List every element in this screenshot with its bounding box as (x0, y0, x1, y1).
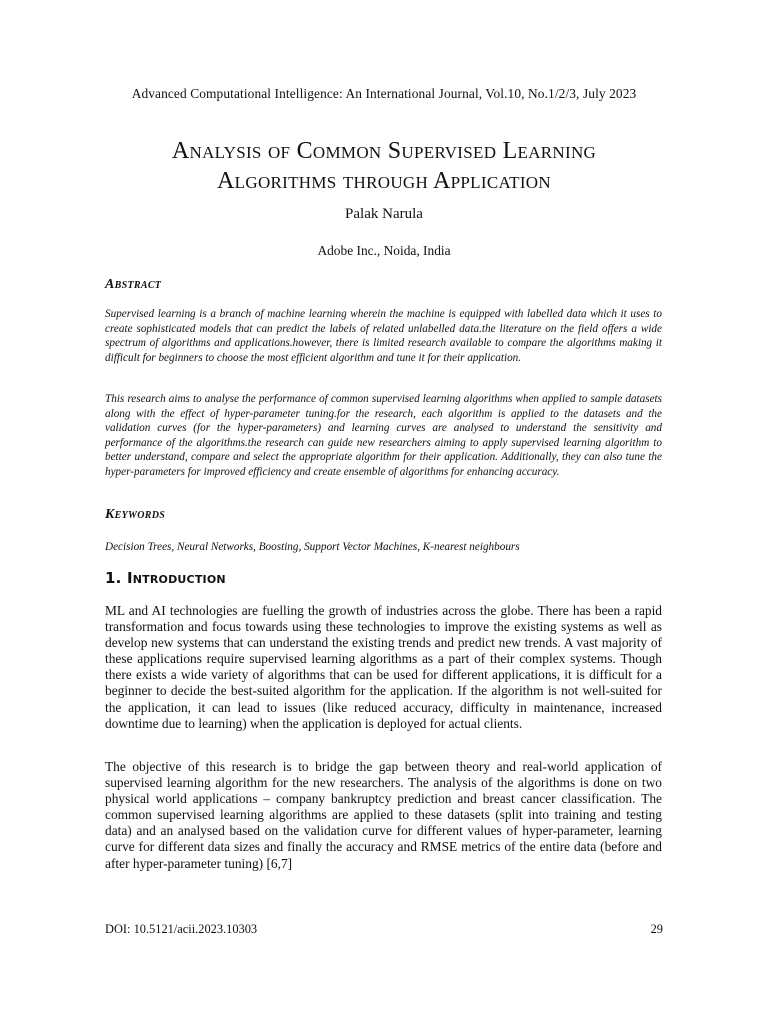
author-affiliation: Adobe Inc., Noida, India (317, 243, 451, 258)
introduction-heading (105, 569, 226, 587)
journal-header: Advanced Computational Intelligence: An International Journal, Vol.10, No.1/2/3, July 2023 (131, 86, 637, 101)
doi-footer: DOI: 10.5121/acii.2023.10303 (105, 922, 258, 936)
author-name: Palak Narula (345, 206, 423, 222)
title-line-1: Analysis of Common Supervised Learning (171, 138, 597, 164)
section-title: Introduction (126, 569, 226, 587)
paper-title (60, 136, 708, 196)
introduction-paragraph-2: The objective of this research is to bridge the gap between theory and real-world application of supervised learning algorithm for the new researchers. The analysis of the algorithms is done on two physical world applications – company bankruptcy prediction and breast cancer classification. The common supervised learning algorithms are applied to these datasets (split into training and testing data) and an analysed based on the validation curve for different values of hyper-parameter, learning curve for different data sizes and finally the accuracy and RMSE metrics of the entire data (before and after hyper-parameter tuning) [6,7] (105, 759, 662, 871)
section-number: 1. (105, 569, 122, 587)
abstract-paragraph-2: This research aims to analyse the performance of common supervised learning algorithms when applied to sample datasets along with the effect of hyper-parameter tuning.for the research, each algorithm is applied to the datasets and the validation curves (for the hyper-parameters) and learning curves are analysed to understand the sensitivity and performance of the algorithms.the research can guide new researchers aiming to apply supervised learning algorithm to better understand, compare and select the appropriate algorithm for their application. Additionally, they can also tune the hyper-parameters for improved efficiency and create ensemble of algorithms for enhancing accuracy. (105, 393, 662, 478)
keywords-list: Decision Trees, Neural Networks, Boosting, Support Vector Machines, K-nearest neighbours (105, 541, 520, 553)
keywords-heading: Keywords (105, 507, 166, 522)
abstract-heading: Abstract (105, 277, 162, 292)
introduction-paragraph-1: ML and AI technologies are fuelling the growth of industries across the globe. There has been a rapid transformation and focus towards using these technologies to improve the existing systems as well as develop new systems that can understand the existing trends and predict new trends. A vast majority of these applications require supervised learning algorithms as a part of their complex systems. Though there exists a wide variety of algorithms that can be used for different applications, it is difficult for a beginner to decide the best-suited algorithm for the application. If the algorithm is not well-suited for the application, it can lead to issues (like reduced accuracy, difficulty in maintenance, increased downtime due to learning) when the application is deployed for actual clients. (105, 603, 662, 731)
page-number: 29 (650, 922, 663, 936)
title-line-2: Algorithms through Application (217, 168, 551, 194)
abstract-paragraph-1: Supervised learning is a branch of machine learning wherein the machine is equipped with labelled data which it uses to create sophisticated models that can predict the labels of related unlabelled data.the literature on the field offers a wide spectrum of algorithms and applications.however, there is limited research available to compare the algorithms making it difficult for beginners to choose the most efficient algorithm and tune it for their application. (105, 308, 662, 364)
